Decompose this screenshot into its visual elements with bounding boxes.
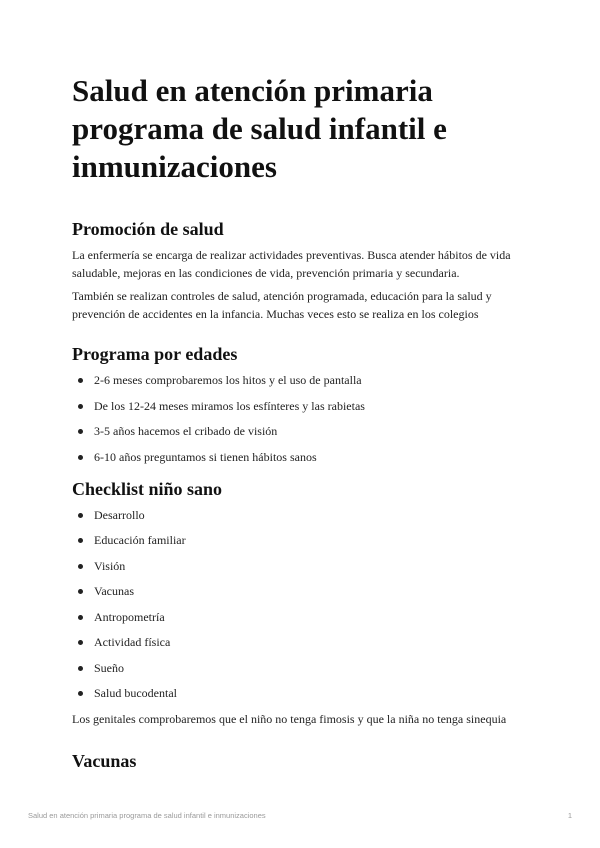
section-promocion [72,218,532,323]
bullet-icon [78,691,83,696]
footer-title: Salud en atención primaria programa de salud infantil e inmunizaciones [28,811,266,820]
list-item-text: Sueño [94,660,124,675]
bullet-icon [78,513,83,518]
list-item [72,397,532,415]
list-item-text: Actividad física [94,635,171,649]
list-item-text: 2-6 meses comprobaremos los hitos y el uso de pantalla [94,373,362,387]
bullet-icon [78,589,83,594]
bullet-icon [78,404,83,409]
paragraph: También se realizan controles de salud, atención programada, educación para la salud y prevención de accidentes en la infancia. Muchas veces esto se realiza en los colegios [72,289,492,321]
list-item-text: De los 12-24 meses miramos los esfínteres y las rabietas [94,398,365,413]
section-heading-edades: Programa por edades [72,344,238,364]
list-item-text: 3-5 años hacemos el cribado de visión [94,424,278,438]
list-item [72,531,532,549]
page-footer [28,811,572,823]
list-item-text: Antropometría [94,609,165,624]
bullet-icon [78,455,83,460]
section-heading-promocion: Promoción de salud [72,219,224,239]
bullet-icon [78,538,83,543]
list-item-text: Visión [94,558,126,573]
section-vacunas [72,750,532,772]
section-checklist [72,478,532,728]
bullet-icon [78,429,83,434]
footer-page-number: 1 [567,811,572,820]
list-item-text: Salud bucodental [94,686,177,700]
section-heading-checklist: Checklist niño sano [72,478,223,499]
bullet-icon [78,615,83,620]
section-edades [72,343,532,466]
document-page [72,72,532,778]
list-item [72,608,532,626]
bullet-icon [78,378,83,383]
list-item-text: Desarrollo [94,507,145,522]
bullet-icon [78,640,83,645]
list-item [72,684,532,702]
list-item-text: Educación familiar [94,533,186,547]
list-item [72,633,532,651]
list-item [72,582,532,600]
bullet-icon [78,666,83,671]
bullet-icon [78,564,83,569]
paragraph: Los genitales comprobaremos que el niño no tenga fimosis y que la niña no tenga sinequia [72,711,507,726]
checklist-list [72,506,532,703]
edades-list [72,371,532,466]
list-item [72,557,532,575]
list-item [72,506,532,524]
list-item-text: 6-10 años preguntamos si tienen hábitos sanos [94,449,317,464]
section-heading-vacunas: Vacunas [72,750,137,771]
list-item [72,422,532,440]
paragraph: La enfermería se encarga de realizar actividades preventivas. Busca atender hábitos de vida saludable, mejoras en las condiciones de vida, prevención primaria y secundaria. [72,248,511,280]
list-item [72,659,532,677]
list-item-text: Vacunas [94,584,134,598]
document-title: Salud en atención primaria programa de salud infantil e inmunizaciones [72,73,447,184]
list-item [72,371,532,389]
list-item [72,448,532,466]
